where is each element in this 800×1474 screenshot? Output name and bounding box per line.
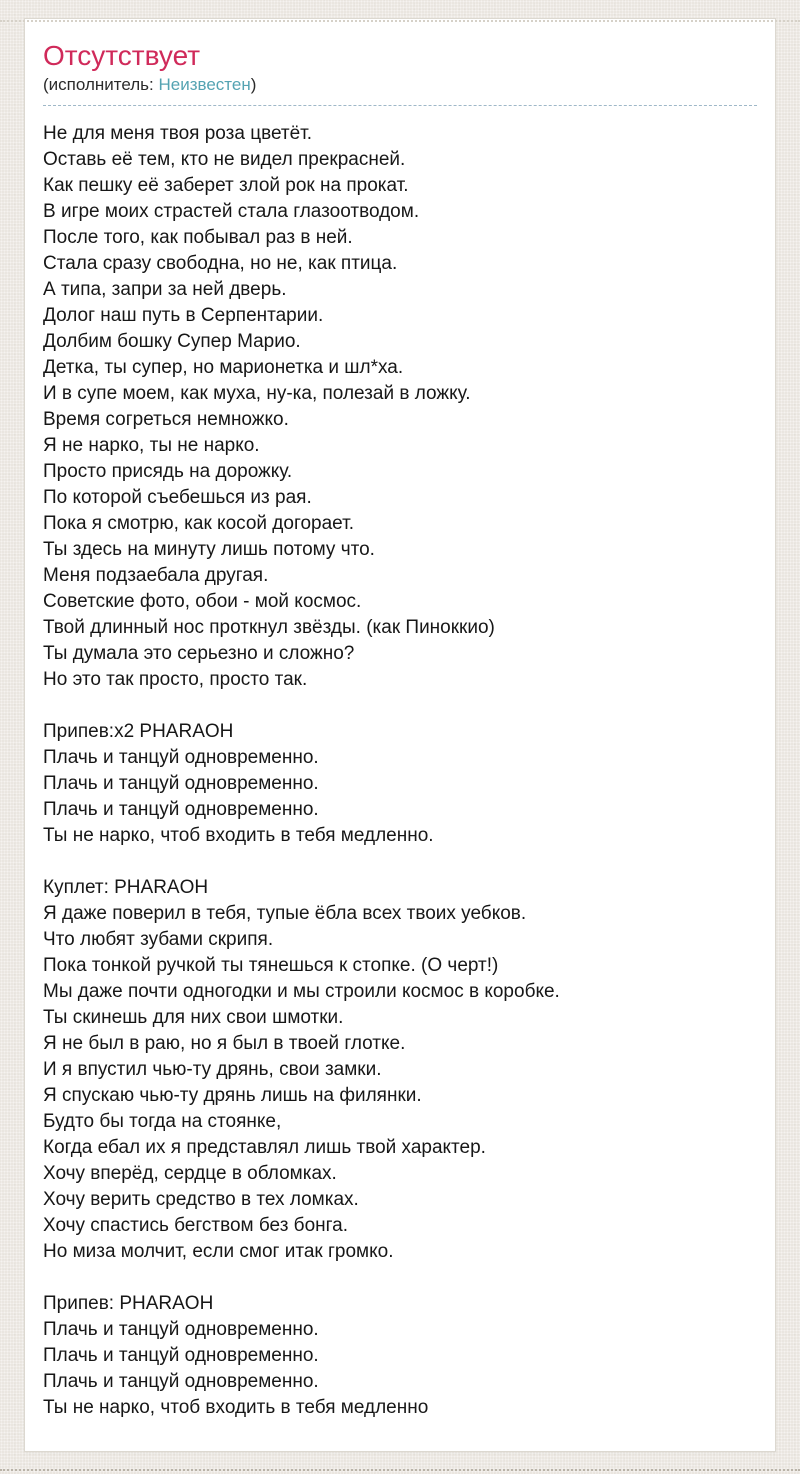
lyric-line: Меня подзаебала другая.: [43, 565, 269, 586]
lyric-line: Хочу спастись бегством без бонга.: [43, 1215, 348, 1236]
lyrics-block: [43, 719, 757, 849]
lyric-line: Припев:x2 PHARAOH: [43, 721, 234, 742]
lyric-line: По которой съебешься из рая.: [43, 487, 312, 508]
lyric-line: Плачь и танцуй одновременно.: [43, 1371, 319, 1392]
song-title: Отсутствует: [43, 40, 201, 71]
lyric-line: Оставь её тем, кто не видел прекрасней.: [43, 149, 406, 170]
lyric-line: Я не нарко, ты не нарко.: [43, 435, 260, 456]
lyric-line: И в супе моем, как муха, ну-ка, полезай в ложку.: [43, 383, 471, 404]
lyric-line: Когда ебал их я представлял лишь твой характер.: [43, 1137, 486, 1158]
lyric-line: Как пешку её заберет злой рок на прокат.: [43, 175, 409, 196]
lyric-line: Будто бы тогда на стоянке,: [43, 1111, 282, 1132]
lyric-line: Твой длинный нос проткнул звёзды. (как Пиноккио): [43, 617, 495, 638]
lyric-line: Детка, ты супер, но марионетка и шл*ха.: [43, 357, 404, 378]
lyric-line: Плачь и танцуй одновременно.: [43, 799, 319, 820]
lyric-line: Ты не нарко, чтоб входить в тебя медленно.: [43, 825, 434, 846]
lyric-line: Я спускаю чью-ту дрянь лишь на филянки.: [43, 1085, 422, 1106]
lyric-line: Не для меня твоя роза цветёт.: [43, 123, 313, 144]
lyric-line: Плачь и танцуй одновременно.: [43, 747, 319, 768]
lyric-line: Ты не нарко, чтоб входить в тебя медленно: [43, 1397, 429, 1418]
performer-suffix: ): [250, 75, 257, 94]
lyric-line: Мы даже почти одногодки и мы строили космос в коробке.: [43, 981, 560, 1002]
lyric-line: Я даже поверил в тебя, тупые ёбла всех твоих уебков.: [43, 903, 527, 924]
lyric-line: Я не был в раю, но я был в твоей глотке.: [43, 1033, 406, 1054]
lyric-line: Припев: PHARAOH: [43, 1293, 214, 1314]
lyric-line: Ты здесь на минуту лишь потому что.: [43, 539, 375, 560]
lyric-line: Ты думала это серьезно и сложно?: [43, 643, 355, 664]
performer-line: [43, 74, 757, 106]
lyrics-block: [43, 875, 757, 1265]
lyric-line: Хочу вперёд, сердце в обломках.: [43, 1163, 337, 1184]
lyric-line: Плачь и танцуй одновременно.: [43, 1345, 319, 1366]
lyric-line: После того, как побывал раз в ней.: [43, 227, 353, 248]
lyrics-block: [43, 121, 757, 693]
lyric-line: Долог наш путь в Серпентарии.: [43, 305, 324, 326]
lyric-line: Советские фото, обои - мой космос.: [43, 591, 362, 612]
lyrics-block: [43, 1291, 757, 1421]
lyric-line: Просто присядь на дорожку.: [43, 461, 293, 482]
lyric-line: Плачь и танцуй одновременно.: [43, 1319, 319, 1340]
lyric-line: Пока тонкой ручкой ты тянешься к стопке. (О черт!): [43, 955, 499, 976]
lyric-line: А типа, запри за ней дверь.: [43, 279, 287, 300]
lyrics: [43, 121, 757, 1421]
lyric-line: Стала сразу свободна, но не, как птица.: [43, 253, 398, 274]
lyrics-card: [24, 18, 776, 1452]
performer-link[interactable]: Неизвестен: [158, 75, 251, 94]
lyric-line: И я впустил чью-ту дрянь, свои замки.: [43, 1059, 382, 1080]
lyric-line: Плачь и танцуй одновременно.: [43, 773, 319, 794]
lyric-line: Время согреться немножко.: [43, 409, 289, 430]
lyric-line: Пока я смотрю, как косой догорает.: [43, 513, 354, 534]
lyric-line: Но миза молчит, если смог итак громко.: [43, 1241, 394, 1262]
performer-label: (исполнитель:: [43, 75, 154, 94]
page-background: [0, 18, 800, 1474]
lyric-line: Что любят зубами скрипя.: [43, 929, 274, 950]
lyric-line: Куплет: PHARAOH: [43, 877, 209, 898]
lyric-line: В игре моих страстей стала глазоотводом.: [43, 201, 420, 222]
lyric-line: Но это так просто, просто так.: [43, 669, 308, 690]
lyric-line: Долбим бошку Супер Марио.: [43, 331, 301, 352]
lyric-line: Хочу верить средство в тех ломках.: [43, 1189, 359, 1210]
lyric-line: Ты скинешь для них свои шмотки.: [43, 1007, 344, 1028]
